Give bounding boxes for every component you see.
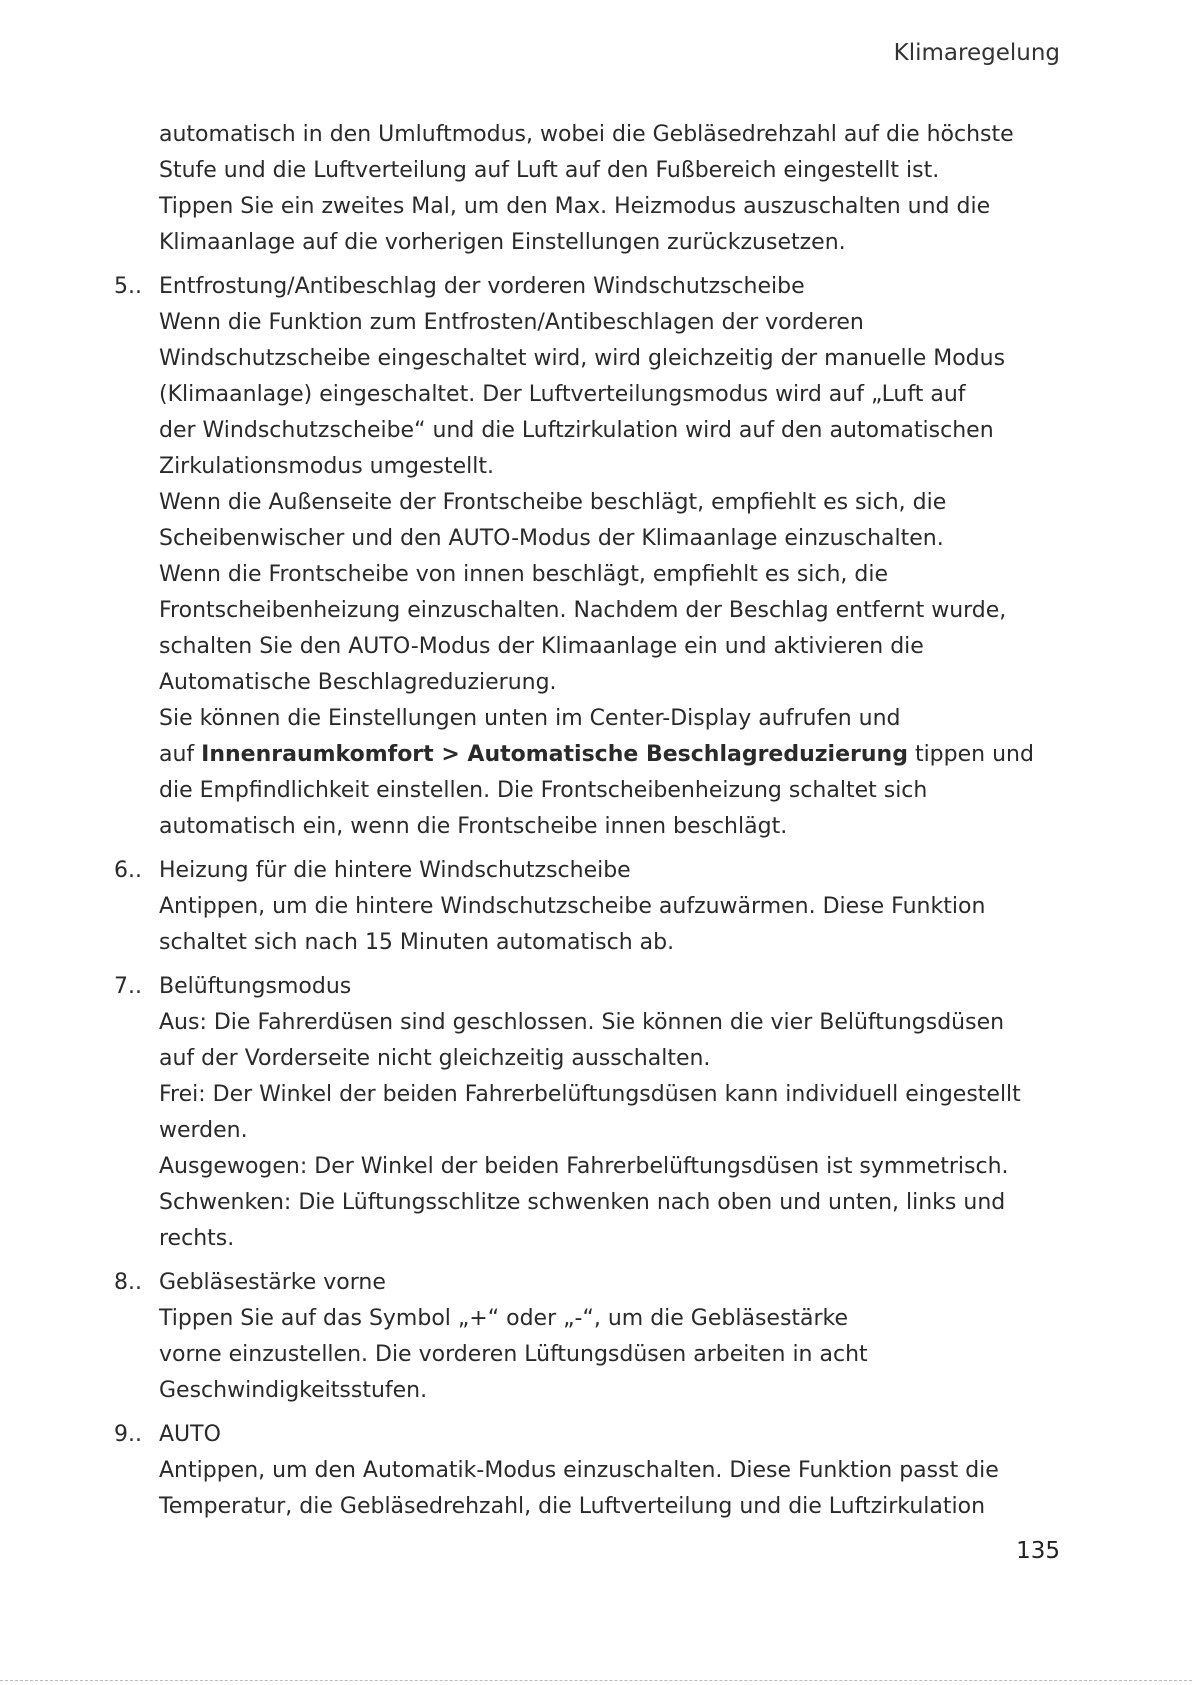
- item-paragraph: Aus: Die Fahrerdüsen sind geschlossen. Sie können die vier Belüftungsdüsen auf der Vorderseite nicht gleichzeitig ausschalten.: [159, 1010, 1005, 1071]
- item-number: 9..: [114, 1422, 142, 1447]
- text-run: tippen und die Empfindlichkeit einstellen. Die Frontscheibenheizung schaltet sich automatisch ein, wenn die Frontscheibe innen beschlägt.: [159, 742, 1034, 839]
- intro-paragraph: automatisch in den Umluftmodus, wobei die Gebläsedrehzahl auf die höchste Stufe und die Luftverteilung auf Luft auf den Fußbereich eingestellt ist. Tippen Sie ein zweites Mal, um den Max. Heizmodus auszuschalten und die Klimaanlage auf die vorherigen Einstellungen zurückzusetzen.: [159, 122, 1014, 255]
- item-number: 6..: [114, 858, 142, 883]
- item-paragraph: Tippen Sie auf das Symbol „+“ oder „-“, um die Gebläsestärke vorne einzustellen. Die vorderen Lüftungsdüsen arbeiten in acht Geschwindigkeitsstufen.: [159, 1306, 868, 1403]
- item-number: 7..: [114, 974, 142, 999]
- item-paragraph: Ausgewogen: Der Winkel der beiden Fahrerbelüftungsdüsen ist symmetrisch.: [159, 1154, 1009, 1179]
- item-paragraph: [159, 701, 1074, 845]
- item-paragraph: Wenn die Außenseite der Frontscheibe beschlägt, empfiehlt es sich, die Scheibenwischer und den AUTO-Modus der Klimaanlage einzuschalten.: [159, 490, 947, 551]
- menu-path: Innenraumkomfort > Automatische Beschlagreduzierung: [201, 742, 908, 767]
- text-run: Sie können die Einstellungen unten im Center-Display aufrufen und auf: [159, 706, 901, 767]
- list-item-8: [114, 1265, 1074, 1409]
- page-number: 135: [1016, 1538, 1060, 1564]
- item-number: 8..: [114, 1270, 142, 1295]
- running-header: Klimaregelung: [893, 40, 1060, 66]
- list-item-5: [114, 269, 1074, 845]
- page-bottom-edge: [0, 1680, 1192, 1681]
- item-paragraph: Wenn die Funktion zum Entfrosten/Antibeschlagen der vorderen Windschutzscheibe eingeschaltet wird, wird gleichzeitig der manuelle Modus (Klimaanlage) eingeschaltet. Der Luftverteilungsmodus wird auf „Luft auf der Windschutzscheibe“ und die Luftzirkulation wird auf den automatischen Zirkulationsmodus umgestellt.: [159, 310, 1006, 479]
- item-paragraph: Wenn die Frontscheibe von innen beschlägt, empfiehlt es sich, die Frontscheibenheizung einzuschalten. Nachdem der Beschlag entfernt wurde, schalten Sie den AUTO-Modus der Klimaanlage ein und aktivieren die Automatische Beschlagreduzierung.: [159, 562, 1007, 695]
- item-paragraph: Frei: Der Winkel der beiden Fahrerbelüftungsdüsen kann individuell eingestellt werden.: [159, 1082, 1021, 1143]
- item-title: Gebläsestärke vorne: [159, 1270, 386, 1295]
- item-number: 5..: [114, 274, 142, 299]
- item-title: Entfrostung/Antibeschlag der vorderen Windschutzscheibe: [159, 274, 805, 299]
- item-paragraph: Schwenken: Die Lüftungsschlitze schwenken nach oben und unten, links und rechts.: [159, 1190, 1006, 1251]
- item-title: AUTO: [159, 1422, 221, 1447]
- item-paragraph: Antippen, um den Automatik-Modus einzuschalten. Diese Funktion passt die Temperatur, die Gebläsedrehzahl, die Luftverteilung und die Luftzirkulation: [159, 1458, 999, 1519]
- list-item-9: [114, 1417, 1074, 1525]
- item-title: Heizung für die hintere Windschutzscheibe: [159, 858, 631, 883]
- list-item-7: [114, 969, 1074, 1257]
- page-content: [114, 117, 1074, 1525]
- item-title: Belüftungsmodus: [159, 974, 352, 999]
- item-paragraph: Antippen, um die hintere Windschutzscheibe aufzuwärmen. Diese Funktion schaltet sich nach 15 Minuten automatisch ab.: [159, 894, 986, 955]
- list-item-6: [114, 853, 1074, 961]
